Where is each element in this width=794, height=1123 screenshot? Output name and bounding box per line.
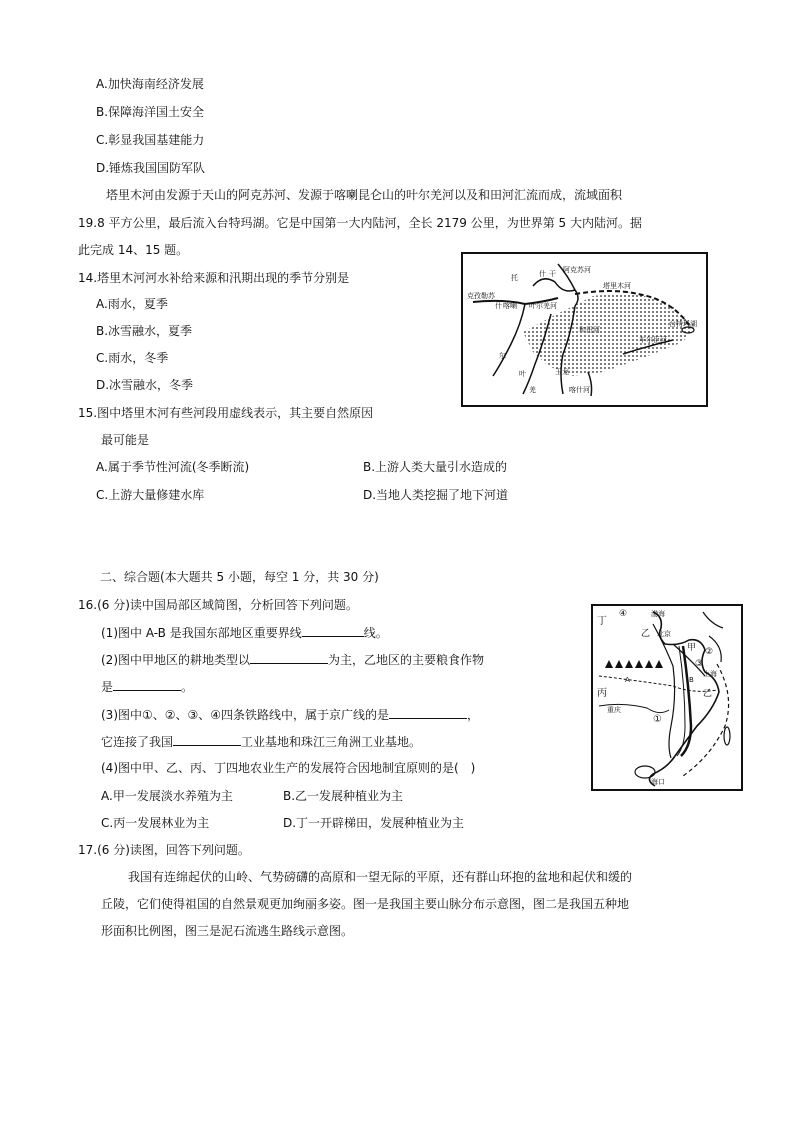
q14-option-c: C.雨水，冬季 xyxy=(96,351,169,365)
text: 是 xyxy=(101,680,114,694)
map-label: ③ xyxy=(695,659,704,669)
map-label: 渤海 xyxy=(651,610,665,618)
q17-line-3: 形面积比例图，图三是泥石流逃生路线示意图。 xyxy=(101,924,354,938)
text: ， xyxy=(467,708,480,722)
map-label: 上海 xyxy=(703,670,717,678)
q17-line-2: 丘陵，它们使得祖国的自然景观更加绚丽多姿。图一是我国主要山脉分布示意图，图二是我国五种地 xyxy=(101,897,630,911)
answer-blank[interactable] xyxy=(113,678,181,691)
map-label: 尔 xyxy=(499,352,506,360)
q16-option-d: D.丁一开辟梯田，发展种植业为主 xyxy=(283,816,465,830)
q13-option-a: A.加快海南经济发展 xyxy=(96,77,204,91)
answer-blank[interactable] xyxy=(250,651,328,664)
map-label: 喀喇 xyxy=(503,302,517,310)
q16-stem: 16.(6 分)读中国局部区域简图，分析回答下列问题。 xyxy=(78,598,358,612)
q15-stem: 15.图中塔里木河有些河段用虚线表示，其主要自然原因 xyxy=(78,406,374,420)
text: 它连接了我国 xyxy=(101,735,174,749)
q13-option-c: C.彰显我国基建能力 xyxy=(96,133,205,147)
map-label: 塔里木河 xyxy=(603,282,631,290)
q14-option-d: D.冰雪融水，冬季 xyxy=(96,378,194,392)
section-title: 二、综合题(本大题共 5 小题，每空 1 分，共 30 分) xyxy=(100,570,379,584)
map-label: 托 xyxy=(511,274,518,282)
q17-stem: 17.(6 分)读图，回答下列问题。 xyxy=(78,843,250,857)
map-label: 乙 xyxy=(641,629,651,639)
map-label: 丁 xyxy=(597,616,607,627)
q16-part-1 xyxy=(101,624,388,641)
map-label: 什 xyxy=(495,302,502,310)
q13-option-b: B.保障海洋国土安全 xyxy=(96,105,205,119)
map-label: 玉龙 xyxy=(555,368,569,376)
q16-part-2-cont xyxy=(101,678,193,695)
q14-option-b: B.冰雪融水，夏季 xyxy=(96,324,193,338)
q16-option-b: B.乙一发展种植业为主 xyxy=(283,789,404,803)
china-region-map xyxy=(591,604,743,791)
q16-part-3-cont xyxy=(101,733,421,750)
text: (3)图中①、②、③、④四条铁路线中，属于京广线的是 xyxy=(101,708,390,722)
text: (2)图中甲地区的耕地类型以 xyxy=(101,653,250,667)
map-label: 阿克苏河 xyxy=(563,266,591,274)
q16-option-c: C.丙一发展林业为主 xyxy=(101,816,210,830)
map-label: 丙 xyxy=(597,688,607,699)
q16-part-4: (4)图中甲、乙、丙、丁四地农业生产的发展符合因地制宜原则的是( ) xyxy=(101,761,476,775)
map-label: 叶尔羌河 xyxy=(529,302,557,310)
map-label: ② xyxy=(705,647,714,657)
map-label: 北京 xyxy=(657,630,671,638)
map-label: 喀什河 xyxy=(569,386,590,394)
text: 。 xyxy=(181,680,194,694)
answer-blank[interactable] xyxy=(173,733,241,746)
map-label: 克孜勒苏 xyxy=(467,292,495,300)
map-label: 车尔臣河 xyxy=(639,336,667,344)
passage-line-1: 塔里木河由发源于天山的阿克苏河、发源于喀喇昆仑山的叶尔羌河以及和田河汇流而成，流域面积 xyxy=(106,188,623,202)
q16-option-a: A.甲一发展淡水养殖为主 xyxy=(101,789,233,803)
q16-part-2 xyxy=(101,651,484,668)
map-label: 海口 xyxy=(651,778,665,786)
q13-option-d: D.锤炼我国国防军队 xyxy=(96,161,206,175)
text: (1)图中 A-B 是我国东部地区重要界线 xyxy=(101,626,302,640)
q15-option-a: A.属于季节性河流(冬季断流) xyxy=(96,460,250,474)
map-label: 干 xyxy=(549,270,556,278)
q15-stem-cont: 最可能是 xyxy=(101,433,150,447)
text: 线。 xyxy=(363,626,388,640)
q17-line-1: 我国有连绵起伏的山岭、气势磅礴的高原和一望无际的平原，还有群山环抱的盆地和起伏和缓的 xyxy=(128,870,633,884)
map-label: A xyxy=(625,676,630,684)
map-label: 重庆 xyxy=(607,706,621,714)
map-label: B xyxy=(689,676,694,684)
passage-line-3: 此完成 14、15 题。 xyxy=(78,243,189,257)
map-label: 叶 xyxy=(519,370,526,378)
map-label: 羌 xyxy=(529,386,536,394)
map-label: 乙 xyxy=(703,689,713,699)
map-label: ① xyxy=(653,714,662,725)
map-label: 甲 xyxy=(687,643,697,653)
q16-part-3 xyxy=(101,706,479,723)
passage-line-2: 19.8 平方公里，最后流入台特玛湖。它是中国第一大内陆河，全长 2179 公里，为世界第 5 大内陆河。据 xyxy=(78,216,642,230)
q14-option-a: A.雨水，夏季 xyxy=(96,297,168,311)
q15-option-d: D.当地人类挖掘了地下河道 xyxy=(363,488,509,502)
tarim-river-map xyxy=(461,252,708,407)
map-label: 台特玛湖 xyxy=(669,320,697,328)
text: 为主，乙地区的主要粮食作物 xyxy=(328,653,485,667)
answer-blank[interactable] xyxy=(302,624,364,637)
map-label: ④ xyxy=(619,609,628,619)
q14-stem: 14.塔里木河河水补给来源和汛期出现的季节分别是 xyxy=(78,271,350,285)
map-label: 什 xyxy=(539,270,546,278)
answer-blank[interactable] xyxy=(389,706,467,719)
q15-option-c: C.上游大量修建水库 xyxy=(96,488,205,502)
q15-option-b: B.上游人类大量引水造成的 xyxy=(363,460,508,474)
map-label: 和田河 xyxy=(579,326,600,334)
text: 工业基地和珠江三角洲工业基地。 xyxy=(241,735,422,749)
